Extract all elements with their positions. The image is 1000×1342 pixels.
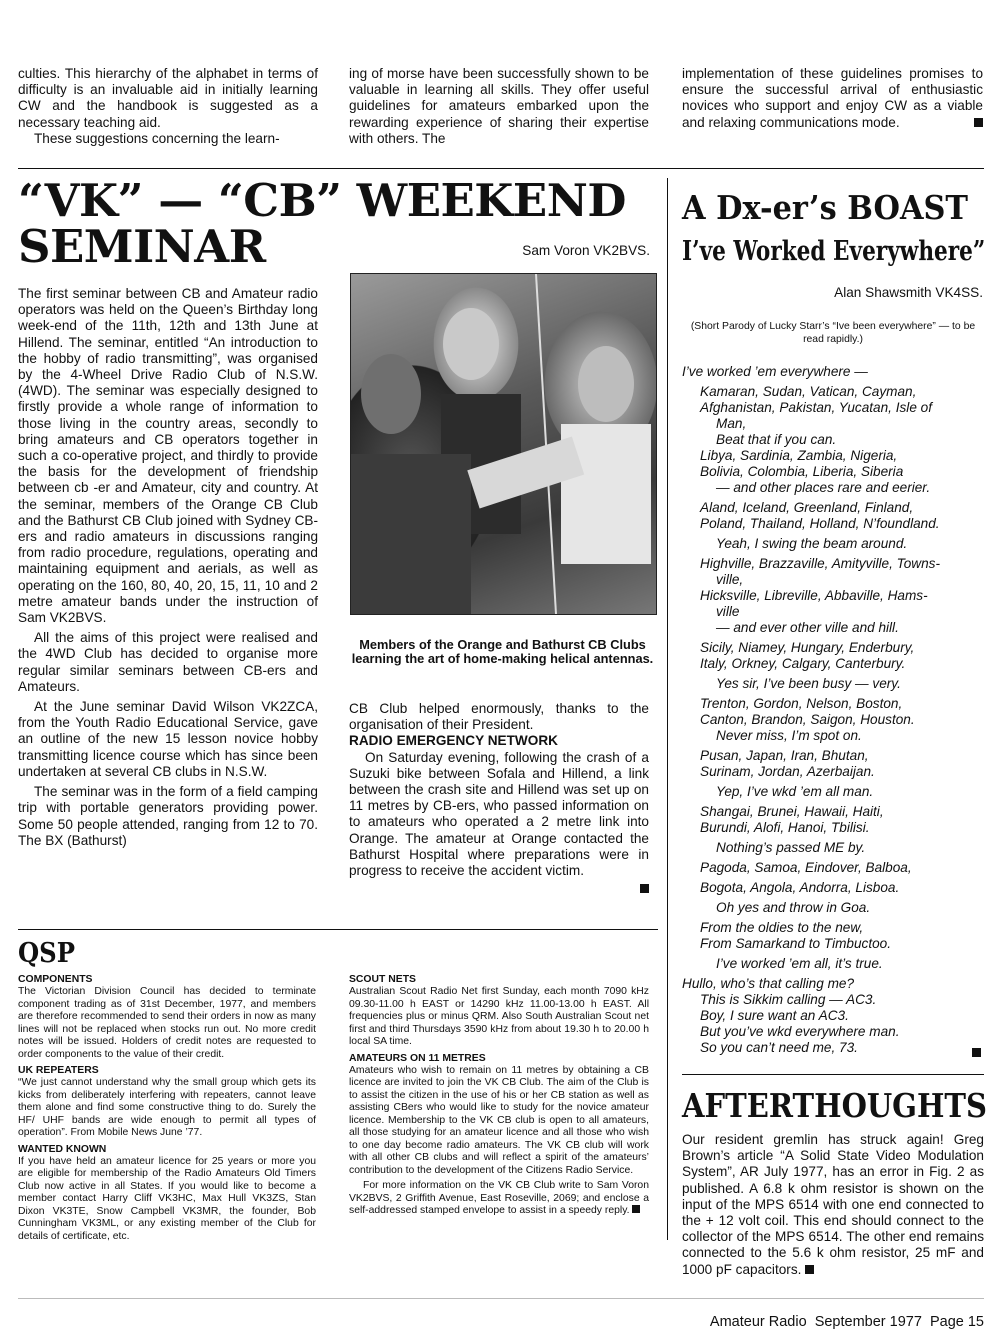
boast-subtitle: I’ve Worked Everywhere”	[682, 236, 986, 267]
page-footer: Amateur Radio September 1977 Page 15	[709, 1314, 984, 1330]
seminar-column-2	[349, 701, 649, 897]
column-divider	[667, 178, 668, 1240]
seminar-col2-para1: CB Club helped enormously, thanks to the organisation of their President.	[349, 701, 649, 733]
uk-repeaters-heading: UK REPEATERS	[18, 1065, 99, 1076]
poem-line: Canton, Brandon, Saigon, Houston.	[700, 712, 915, 727]
antenna-photo-drawing	[351, 274, 656, 614]
eleven-metres-text: Amateurs who wish to remain on 11 metres by obtaining a CB licence are invited to join the VK CB Club. The aim of the Club is to assist the citizen in the use of his or her CB station as well as assisting CBers who would like to study for the novice amateur licence. Membership to the VK CB club is open to all amateurs, all those studying for an amateur licence and all those who wish to one day become radio amateurs. The VK CB club will work with all other CB clubs and will reflect a spirit of the amateurs’ contribution to the development of the Citizens Radio Service.	[349, 1064, 649, 1176]
poem-line: Shangai, Brunei, Hawaii, Haiti,	[700, 804, 884, 819]
poem-line: Nothing’s passed ME by.	[716, 840, 866, 855]
qsp-title: QSP	[18, 938, 75, 969]
boast-author: Alan Shawsmith VK4SS.	[834, 285, 983, 300]
qsp-column-2	[349, 970, 649, 1218]
qsp-column-1	[18, 970, 316, 1243]
top-column-3	[682, 66, 983, 131]
boast-note: (Short Parody of Lucky Starr’s “Ive been everywhere” — to be read rapidly.)	[690, 321, 976, 345]
seminar-col2-para2: On Saturday evening, following the crash of a Suzuki bike between Sofala and Hillend, a link between the crash site and Hillend was set up on 11 metres by CB-ers, who passed information on to amateurs who operated a 2 metre link into Orange. The amateur at Orange contacted the Bathurst Hospital where preparations were in progress to receive the accident victim.	[349, 749, 649, 879]
boast-title: A Dx-er’s BOAST	[682, 188, 969, 227]
seminar-title-line1: “VK” — “CB” WEEKEND	[18, 174, 626, 227]
poem-line: Libya, Sardinia, Zambia, Nigeria,	[700, 448, 898, 463]
top-col3-para: implementation of these guidelines promises to ensure the successful arrival of enthusiastic novices who support and enjoy CW as a viable and relaxing communications mode.	[682, 66, 983, 130]
top-column-2	[349, 66, 649, 147]
end-mark-icon	[805, 1265, 814, 1274]
afterthoughts-divider	[682, 1074, 984, 1075]
poem-line: I’ve worked ’em everywhere —	[682, 364, 868, 379]
radio-emergency-heading: RADIO EMERGENCY NETWORK	[349, 733, 558, 749]
poem-line: I’ve worked ’em all, it’s true.	[716, 956, 883, 971]
poem-line: ville,	[716, 572, 744, 587]
poem-line: Highville, Brazzaville, Amityville, Towns-	[700, 556, 940, 571]
eleven-metres-heading: AMATEURS ON 11 METRES	[349, 1052, 486, 1064]
boast-end	[972, 1044, 981, 1062]
poem-line: Bolivia, Colombia, Liberia, Siberia	[700, 464, 904, 479]
seminar-para-2: All the aims of this project were realised and the 4WD Club has decided to organise more regular similar seminars between CB-ers and Amateurs.	[18, 630, 318, 694]
poem-line: Italy, Orkney, Calgary, Canterbury.	[700, 656, 906, 671]
top-column-1	[18, 66, 318, 147]
seminar-para-1: The first seminar between CB and Amateur radio operators was held on the Queen’s Birthday long week-end of the 11th, 12th and 13th June at Hillend. The seminar, entitled “An introduction to the hobby of radio transmitting”, was organised by the 4-Wheel Drive Radio Club of N.S.W. (4WD). The seminar was especially designed to firstly provide a whole range of information to those living in the country areas, secondly to bring amateurs and CB operators together in such a co-operative project, and thirdly to provide the basis for the development of friendship between cb -er and Amateur, city and country. At the seminar, members of the Orange CB Club and the Bathurst CB Club joined with Sydney CB-ers and radio amateurs in discussions ranging from radio procedure, regulations, operating and maintaining equipment and aerials, as well as operating on the 160, 80, 40, 20, 15, 11, 10 and 2 metre amateur bands under the instruction of Sam VK2BVS.	[18, 286, 318, 626]
poem-line: Never miss, I’m spot on.	[716, 728, 862, 743]
poem-line: — and ever other ville and hill.	[716, 620, 899, 635]
poem-line: Afghanistan, Pakistan, Yucatan, Isle of	[700, 400, 932, 415]
poem-line: Pagoda, Samoa, Eindover, Balboa,	[700, 860, 912, 875]
seminar-photo	[350, 273, 657, 615]
components-heading: COMPONENTS	[18, 974, 93, 985]
poem-line: — and other places rare and eerier.	[716, 480, 931, 495]
poem-line: Burundi, Alofi, Hanoi, Tbilisi.	[700, 820, 870, 835]
poem-line: Kamaran, Sudan, Vatican, Cayman,	[700, 384, 917, 399]
boast-poem	[682, 364, 984, 1056]
photo-caption: Members of the Orange and Bathurst CB Clubs learning the art of home-making helical antennas.	[351, 637, 654, 667]
poem-line: Man,	[716, 416, 747, 431]
poem-line: Hullo, who’s that calling me?	[682, 976, 855, 991]
qsp-divider	[18, 929, 658, 930]
poem-line: Oh yes and throw in Goa.	[716, 900, 871, 915]
footer-divider	[18, 1298, 984, 1299]
poem-line: But you’ve wkd everywhere man.	[700, 1024, 900, 1039]
top-col2-para: ing of morse have been successfully shown to be valuable in learning all skills. They offer useful guidelines for amateurs embarked upon the rewarding experience of sharing their expertise with others. The	[349, 66, 649, 146]
end-mark-icon	[640, 884, 649, 893]
poem-line: Poland, Thailand, Holland, N’foundland.	[700, 516, 940, 531]
top-divider	[18, 168, 984, 169]
afterthoughts-column	[682, 1132, 984, 1278]
afterthoughts-text: Our resident gremlin has struck again! Greg Brown’s article “A Solid State Video Modulation System”, AR July 1977, has an error in Fig. 2 as published. A 6.8 k ohm resistor is shown on the input of the MPS 6514 with one end connected to the + 12 volt coil. This end should connect to the collector of the MPS 6514. The other end remains connected to the 5.6 k ohm resistor, 25 mF and 1000 pF capacitors.	[682, 1132, 984, 1277]
wanted-known-text: If you have held an amateur licence for 25 years or more you are eligible for membership of the Radio Amateurs Old Timers Club now active in all States. If you would like to become a member contact Harry Cliff VK3HC, Max Hull VK3ZS, Stan Dixon VK3TE, Snow Campbell VK3MR, the founder, Bob Cunningham VK3ML, or any existing member of the Club for details of certificate, etc.	[18, 1155, 316, 1242]
seminar-column-1	[18, 286, 318, 849]
seminar-author: Sam Voron VK2BVS.	[522, 243, 650, 258]
poem-line: Aland, Iceland, Greenland, Finland,	[700, 500, 914, 515]
poem-line: Surinam, Jordan, Azerbaijan.	[700, 764, 875, 779]
seminar-para-3: At the June seminar David Wilson VK2ZCA, from the Youth Radio Educational Service, gave an outline of the new 15 lesson novice hobby transmitting licence course which has since been undertaken at several CB clubs in N.S.W.	[18, 699, 318, 779]
eleven-metres-text-2: For more information on the VK CB Club write to Sam Voron VK2BVS, 2 Griffith Avenue, East Roseville, 2069; and enclose a self-addressed stamped envelope to assist in a speedy reply.	[349, 1180, 649, 1216]
poem-line: Yeah, I swing the beam around.	[716, 536, 908, 551]
top-col1-para1: culties. This hierarchy of the alphabet in terms of difficulty is an invaluable aid in initially learning CW and the handbook is suggested as a necessary teaching aid.	[18, 66, 318, 130]
top-col1-para2: These suggestions concerning the learn-	[34, 130, 280, 146]
wanted-known-heading: WANTED KNOWN	[18, 1143, 107, 1155]
poem-line: So you can’t need me, 73.	[700, 1040, 858, 1055]
poem-line: ville	[716, 604, 740, 619]
seminar-title-line2: SEMINAR	[18, 220, 266, 273]
poem-line: Trenton, Gordon, Nelson, Boston,	[700, 696, 903, 711]
scout-nets-text: Australian Scout Radio Net first Sunday, each month 7090 kHz 09.30-11.00 h EAST or 14290 kHz 11.00-13.00 h EAST. All frequencies plus or minus QRM. Also South Australian Scout net first and third Thursdays 3590 kHz from about 19.30 h to 20.00 h local SA time.	[349, 986, 649, 1047]
afterthoughts-title: AFTERTHOUGHTS	[682, 1086, 988, 1125]
poem-line: Yes sir, I’ve been busy — very.	[716, 676, 901, 691]
end-mark-icon	[974, 118, 983, 127]
poem-line: From the oldies to the new,	[700, 920, 864, 935]
poem-line: This is Sikkim calling — AC3.	[700, 992, 877, 1007]
poem-line: Pusan, Japan, Iran, Bhutan,	[700, 748, 869, 763]
poem-line: Beat that if you can.	[716, 432, 837, 447]
poem-line: Sicily, Niamey, Hungary, Enderbury,	[700, 640, 915, 655]
seminar-para-4: The seminar was in the form of a field camping trip with portable generators providing power. Some 50 people attended, ranging from 12 to 70. The BX (Bathurst)	[18, 784, 318, 848]
poem-line: Yep, I’ve wkd ’em all man.	[716, 784, 874, 799]
scout-nets-heading: SCOUT NETS	[349, 974, 416, 985]
components-text: The Victorian Division Council has decided to terminate component trading as of 31st December, 1977, and members are therefore recommended to send their orders in now as many lines will not be replaced when stocks run out. No more credit notes will be issued. Holders of credit notes are requested to order components to the value of their credit.	[18, 986, 316, 1060]
end-mark-icon	[972, 1048, 981, 1057]
end-mark-icon	[632, 1205, 640, 1213]
poem-line: Bogota, Angola, Andorra, Lisboa.	[700, 880, 900, 895]
poem-line: Hicksville, Libreville, Abbaville, Hams-	[700, 588, 928, 603]
poem-line: From Samarkand to Timbuctoo.	[700, 936, 892, 951]
uk-repeaters-text: “We just cannot understand why the small group which gets its kicks from deliberately interfering with repeaters, cannot leave them alone and find some constructive thing to do. Surely the HF/ UHF bands are wide enough to permit all types of operation”. From Mobile News June ’77.	[18, 1077, 316, 1138]
poem-line: Boy, I sure want an AC3.	[700, 1008, 849, 1023]
